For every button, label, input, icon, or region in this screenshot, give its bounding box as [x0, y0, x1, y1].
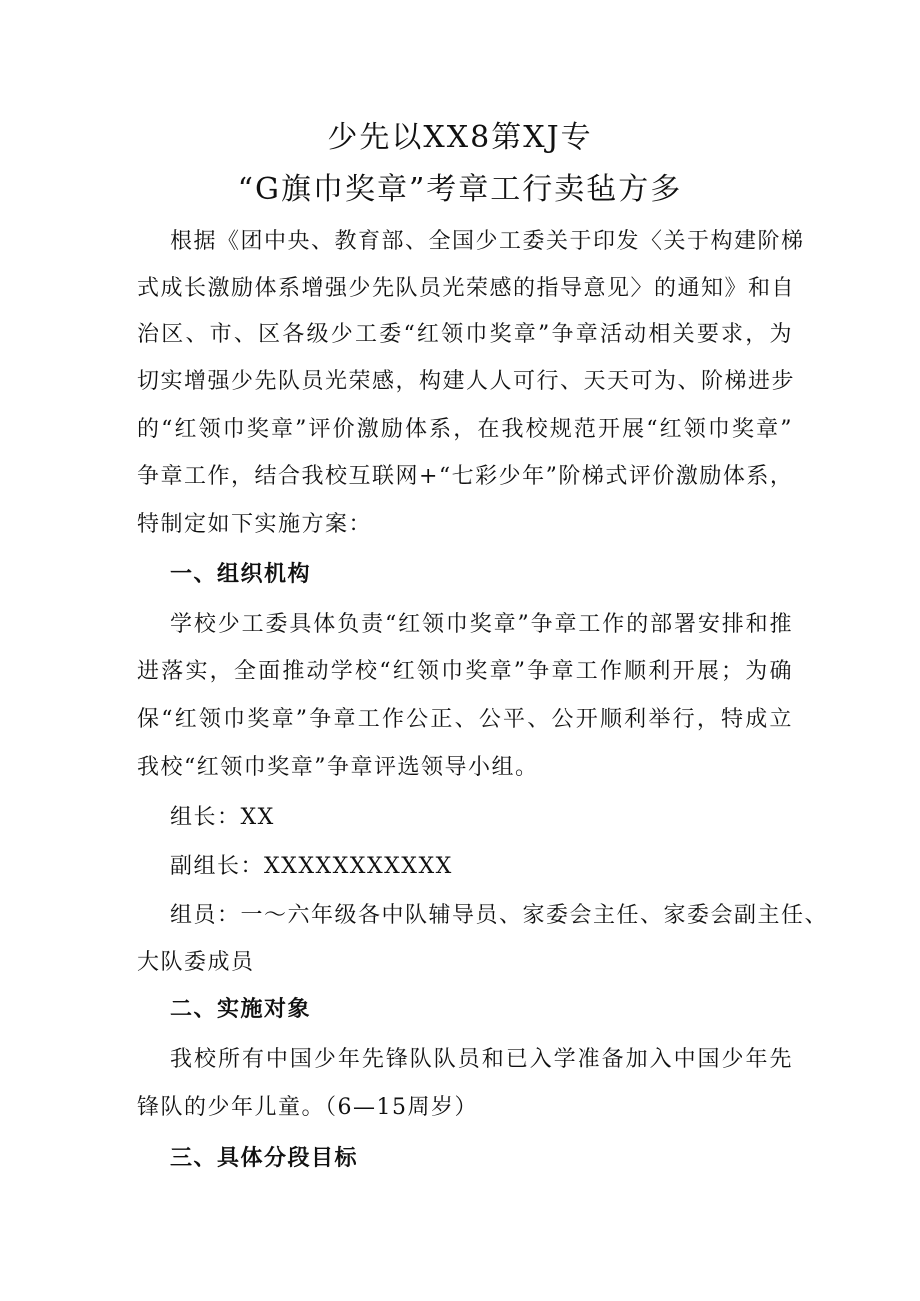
- members-line: 大队委成员: [137, 950, 255, 975]
- intro-line: 切实增强少先队员光荣感，构建人人可行、天天可为、阶梯进步: [137, 369, 796, 394]
- section1-line: 学校少工委具体负责“红领巾奖章”争章工作的部署安排和推: [170, 612, 793, 637]
- section1-line: 我校“红领巾奖章”争章评选领导小组。: [137, 755, 539, 780]
- section1-line: 保“红领巾奖章”争章工作公正、公平、公开顺利举行，特成立: [137, 707, 793, 732]
- intro-line: 的“红领巾奖章”评价激励体系，在我校规范开展“红领巾奖章”: [137, 417, 793, 442]
- document-title-line1: 少先以XX8第XJ专: [327, 120, 593, 155]
- section1-line: 进落实，全面推动学校“红领巾奖章”争章工作顺利开展；为确: [137, 659, 793, 684]
- deputy-leader-line: 副组长：XXXXXXXXXXX: [170, 854, 453, 879]
- intro-line: 根据《团中央、教育部、全国少工委关于印发〈关于构建阶梯: [170, 229, 805, 254]
- intro-line: 特制定如下实施方案：: [137, 512, 373, 537]
- section3-heading: 三、具体分段目标: [170, 1146, 359, 1171]
- leader-line: 组长：XX: [170, 805, 275, 830]
- intro-line: 争章工作，结合我校互联网+“七彩少年”阶梯式评价激励体系，: [137, 464, 794, 489]
- intro-line: 治区、市、区各级少工委“红领巾奖章”争章活动相关要求，为: [137, 322, 793, 347]
- document-title-line2: “G旗巾奖章”考章工行卖毡方多: [237, 172, 683, 207]
- section1-heading: 一、组织机构: [170, 562, 312, 587]
- section2-line: 锋队的少年儿童。（6—15周岁）: [137, 1095, 478, 1120]
- members-line: 组员：一～六年级各中队辅导员、家委会主任、家委会副主任、: [170, 903, 829, 928]
- intro-line: 式成长激励体系增强少先队员光荣感的指导意见〉的通知》和自: [137, 276, 796, 301]
- section2-line: 我校所有中国少年先锋队队员和已入学准备加入中国少年先: [170, 1047, 793, 1072]
- section2-heading: 二、实施对象: [170, 997, 312, 1022]
